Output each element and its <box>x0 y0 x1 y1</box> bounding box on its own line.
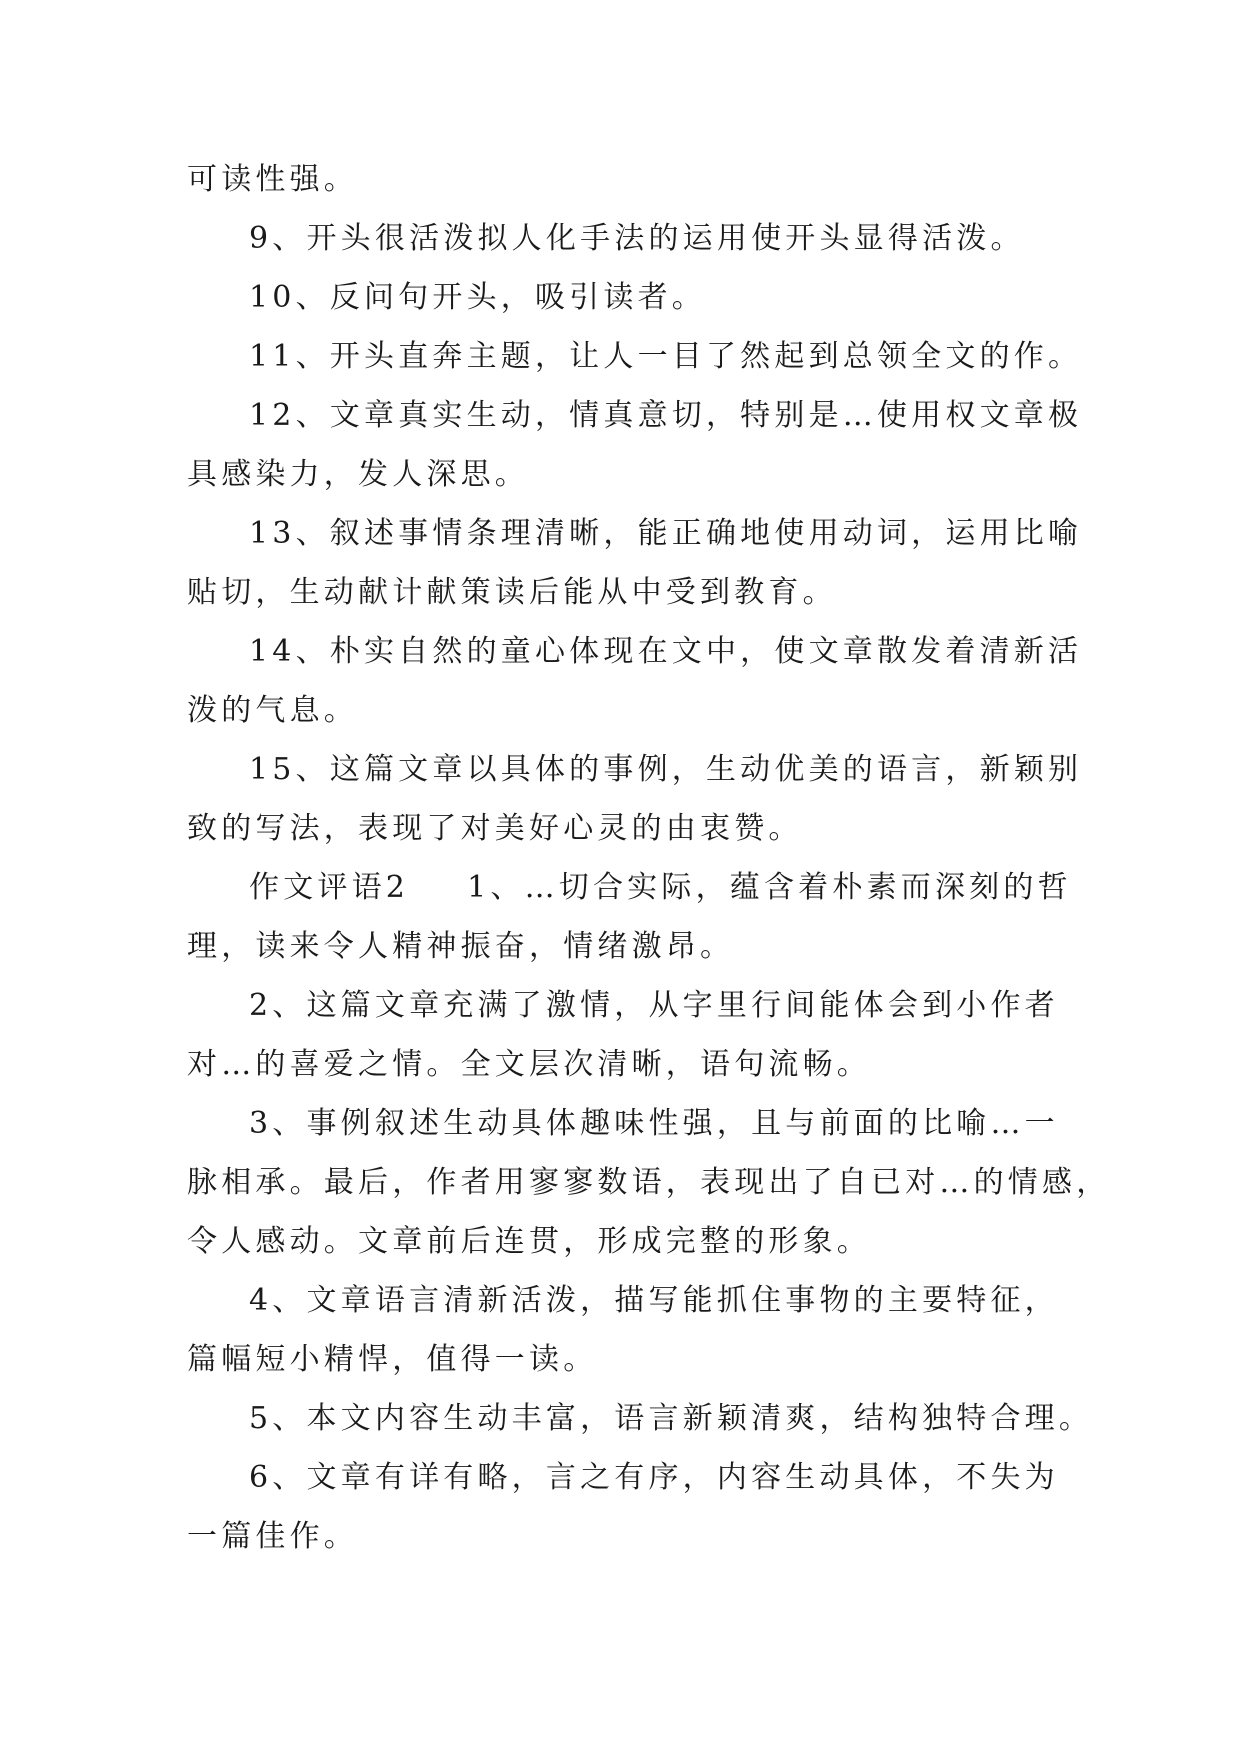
paragraph-line: 10、反问句开头，吸引读者。 <box>249 280 706 315</box>
paragraph-line: 9、开头很活泼拟人化手法的运用使开头显得活泼。 <box>249 221 1025 256</box>
paragraph-line: 2、这篇文章充满了激情，从字里行间能体会到小作者 <box>249 988 1059 1023</box>
paragraph-line: 篇幅短小精悍，值得一读。 <box>187 1342 598 1377</box>
paragraph-line: 6、文章有详有略，言之有序，内容生动具体，不失为 <box>249 1460 1059 1495</box>
paragraph-line: 脉相承。最后，作者用寥寥数语，表现出了自已对…的情感， <box>187 1165 1111 1200</box>
paragraph-line: 3、事例叙述生动具体趣味性强，且与前面的比喻…一 <box>249 1106 1059 1141</box>
paragraph-line: 令人感动。文章前后连贯，形成完整的形象。 <box>187 1224 871 1259</box>
paragraph-line: 可读性强。 <box>187 162 358 197</box>
paragraph-line: 对…的喜爱之情。全文层次清晰，语句流畅。 <box>187 1047 871 1082</box>
paragraph-line: 泼的气息。 <box>187 693 358 728</box>
paragraph-line: 贴切，生动献计献策读后能从中受到教育。 <box>187 575 837 610</box>
paragraph-line: 11、开头直奔主题，让人一目了然起到总领全文的作。 <box>249 339 1083 374</box>
paragraph-text: 1、…切合实际，蕴含着朴素而深刻的哲 <box>467 870 1072 905</box>
paragraph-line: 具感染力，发人深思。 <box>187 457 529 492</box>
paragraph-line: 一篇佳作。 <box>187 1519 358 1554</box>
paragraph-line: 致的写法，表现了对美好心灵的由衷赞。 <box>187 811 803 846</box>
paragraph-line: 12、文章真实生动，情真意切，特别是…使用权文章极 <box>249 398 1083 433</box>
section-heading-line <box>187 858 1072 917</box>
paragraph-line: 理，读来令人精神振奋，情绪激昂。 <box>187 929 735 964</box>
paragraph-line: 14、朴实自然的童心体现在文中，使文章散发着清新活 <box>249 634 1083 669</box>
section-heading: 作文评语2 <box>249 870 410 905</box>
paragraph-line: 4、文章语言清新活泼，描写能抓住事物的主要特征， <box>249 1283 1059 1318</box>
paragraph-line: 13、叙述事情条理清晰，能正确地使用动词，运用比喻 <box>249 516 1083 551</box>
paragraph-line: 15、这篇文章以具体的事例，生动优美的语言，新颖别 <box>249 752 1083 787</box>
document-page <box>187 150 1111 1566</box>
paragraph-line: 5、本文内容生动丰富，语言新颖清爽，结构独特合理。 <box>249 1401 1094 1436</box>
